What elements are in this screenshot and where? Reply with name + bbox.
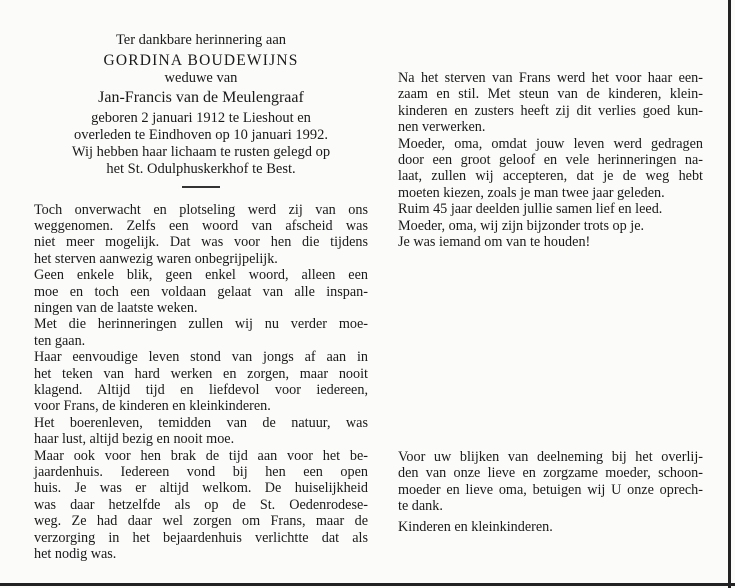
left-paragraph [34,415,368,448]
text-line: het nodig was. [34,546,117,563]
text-line: Geen enkele blik, geen enkel woord, alleen een [34,267,368,284]
right-paragraph [398,70,703,136]
text-line: het sterven aanwezig waren onbegrijpelijk. [34,250,278,267]
signature: Kinderen en kleinkinderen. [398,518,553,535]
thanks-block [398,449,703,535]
left-paragraph [34,202,368,268]
text-line: verzorging in het bejaardenhuis verlichtte dat als [34,529,368,546]
text-line: klagend. Altijd tijd en liefdevol voor iedereen, [34,381,368,398]
text-line: Ruim 45 jaar deelden jullie samen lief en leed. [398,201,663,218]
text-line: zaam en stil. Met steun van de kinderen, klein- [398,86,703,103]
right-paragraph [398,201,703,217]
text-line: weggenomen. Zelfs een woord van afscheid was [34,217,368,234]
text-line: ningen van de laatste weken. [34,299,198,316]
text-line: door een groot geloof en vele herinneringen na- [398,152,703,169]
card-header [34,32,368,178]
left-text-body [34,202,368,563]
thanks-paragraph [398,449,703,515]
text-line: Na het sterven van Frans werd het voor haar een- [398,70,703,86]
text-line: moe en toch een voldaan gelaat van alle inspan- [34,283,368,300]
text-line: Moeder, oma, omdat jouw leven werd gedragen [398,135,703,152]
left-paragraph [34,448,368,563]
text-line: moeder en lieve oma, betuigen wij U onze oprech- [398,481,703,498]
card-edge-right [728,0,731,588]
left-column [34,32,368,562]
text-line: laat, zullen wij accepteren, dat je de weg hebt [398,168,703,185]
intro-line: Ter dankbare herinnering aan [115,32,287,48]
right-paragraph [398,234,703,250]
text-line: huis. Je was er altijd welkom. De huiselijkheid [34,480,368,497]
text-line: moeten kiezen, zoals je man twee jaar geleden. [398,184,665,201]
text-line: haar lust, altijd bezig en nooit moe. [34,431,235,448]
text-line: jaardenhuis. Iedereen vond bij hen een open [34,464,368,480]
text-line: Het boerenleven, temidden van de natuur, was [34,414,368,431]
divider-rule [182,186,220,188]
burial-line-2: het St. Odulphuskerkhof te Best. [106,161,296,177]
left-paragraph [34,316,368,349]
text-line: was daar hetzelfde als op de St. Oedenrodese- [34,496,368,513]
text-line: nen verwerken. [398,119,486,136]
text-line: Haar eenvoudige leven stond van jongs af aan in [34,349,368,366]
birth-line: geboren 2 januari 1912 te Lieshout en [91,110,311,126]
widow-of-line: weduwe van [164,70,238,86]
right-column [398,70,703,250]
deceased-name: GORDINA BOUDEWIJNS [103,52,299,69]
right-paragraph [398,136,703,202]
text-line: Je was iemand om van te houden! [398,234,591,251]
text-line: ten gaan. [34,332,86,349]
text-line: niet meer mogelijk. Dat was voor hen die tijdens [34,234,368,251]
text-line: Toch onverwacht en plotseling werd zij van ons [34,201,368,218]
text-line: den van onze lieve en zorgzame moeder, schoon- [398,465,703,482]
card-edge-bottom [0,583,735,586]
text-line: Moeder, oma, wij zijn bijzonder trots op je. [398,217,645,234]
left-paragraph [34,267,368,316]
text-line: kinderen en zusters heeft zij dit verlies goed kun- [398,102,703,119]
text-line: het teken van hard werken en zorgen, maar nooit [34,365,368,382]
text-line: Voor uw blijken van deelneming bij het overlij- [398,449,703,465]
text-line: te dank. [398,498,443,515]
right-paragraph [398,218,703,234]
death-line: overleden te Eindhoven op 10 januari 1992. [73,127,329,143]
text-line: voor Frans, de kinderen en kleinkinderen. [34,398,271,415]
text-line: Met die herinneringen zullen wij nu verder moe- [34,316,368,333]
left-paragraph [34,349,368,415]
husband-name: Jan-Francis van de Meulengraaf [98,89,304,106]
text-line: weg. Ze had daar wel zorgen om Frans, maar de [34,513,368,530]
burial-line-1: Wij hebben haar lichaam te rusten gelegd op [71,144,331,160]
right-text-body [398,70,703,250]
text-line: Maar ook voor hen brak de tijd aan voor het be- [34,447,368,464]
thanks-text [398,449,703,515]
